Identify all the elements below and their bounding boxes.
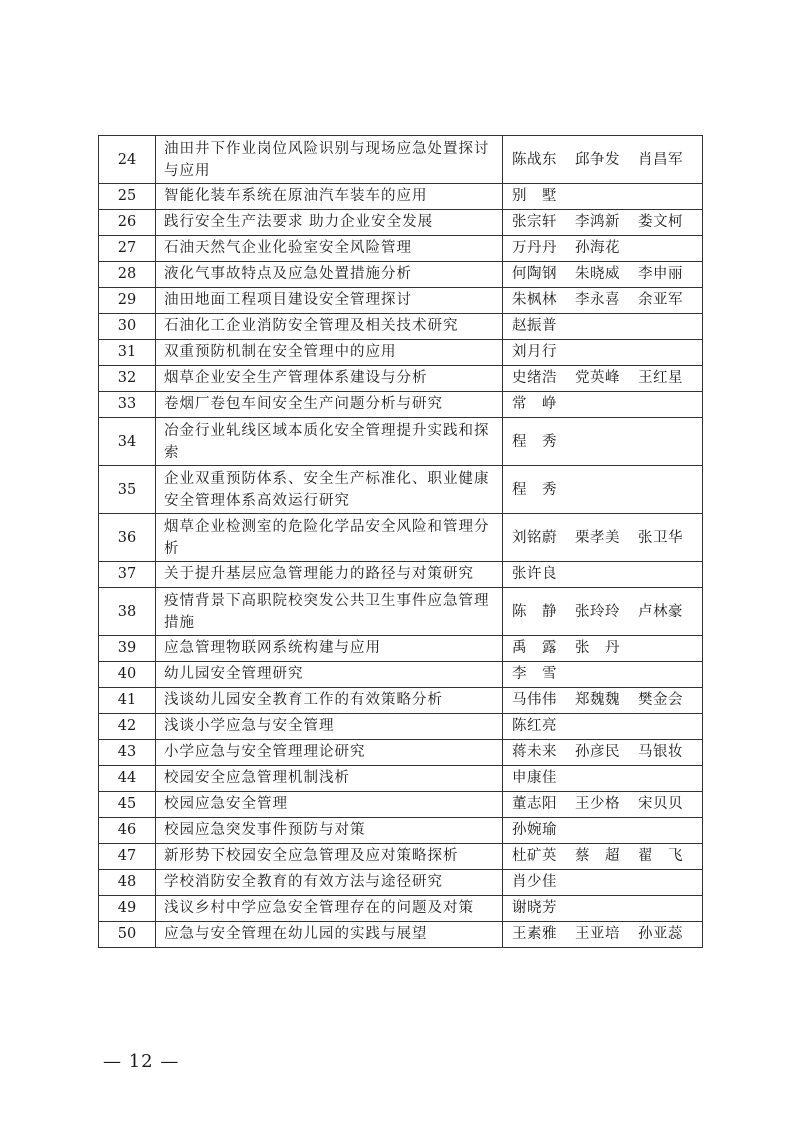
row-number: 41 bbox=[99, 688, 156, 714]
author-name: 赵振普 bbox=[512, 318, 557, 334]
author-name: 陈红亮 bbox=[512, 718, 557, 734]
paper-title: 液化气事故特点及应急处置措施分析 bbox=[156, 262, 503, 288]
paper-title: 卷烟厂卷包车间安全生产问题分析与研究 bbox=[156, 392, 503, 418]
paper-title: 浅谈小学应急与安全管理 bbox=[156, 714, 503, 740]
author-name: 谢晓芳 bbox=[512, 900, 557, 916]
author-name: 孙婉瑜 bbox=[512, 822, 557, 838]
row-number: 36 bbox=[99, 514, 156, 562]
table-row bbox=[99, 262, 703, 288]
author-name: 朱枫林 bbox=[512, 292, 557, 308]
table-row bbox=[99, 922, 703, 948]
author-name: 何陶钢 bbox=[512, 266, 557, 282]
paper-title: 双重预防机制在安全管理中的应用 bbox=[156, 340, 503, 366]
author-name: 陈 静 bbox=[512, 603, 557, 620]
row-number: 25 bbox=[99, 184, 156, 210]
table-row bbox=[99, 766, 703, 792]
table-row bbox=[99, 714, 703, 740]
author-name: 孙海花 bbox=[575, 240, 620, 256]
paper-authors bbox=[503, 288, 703, 314]
table-row bbox=[99, 418, 703, 466]
paper-list-body bbox=[99, 136, 703, 948]
author-name: 蒋未来 bbox=[512, 744, 557, 760]
author-name: 朱晓威 bbox=[575, 266, 620, 282]
author-name: 樊金会 bbox=[638, 692, 683, 708]
author-name: 程 秀 bbox=[512, 433, 557, 450]
row-number: 44 bbox=[99, 766, 156, 792]
author-name: 栗孝美 bbox=[575, 529, 620, 546]
paper-title: 幼儿园安全管理研究 bbox=[156, 662, 503, 688]
paper-authors bbox=[503, 418, 703, 466]
paper-authors bbox=[503, 714, 703, 740]
author-name: 别 墅 bbox=[512, 188, 557, 204]
row-number: 37 bbox=[99, 562, 156, 588]
author-name: 蔡 超 bbox=[575, 848, 620, 864]
author-name: 娄文柯 bbox=[638, 214, 683, 230]
paper-authors bbox=[503, 688, 703, 714]
author-name: 张 丹 bbox=[575, 640, 620, 656]
table-row bbox=[99, 392, 703, 418]
author-name: 万丹丹 bbox=[512, 240, 557, 256]
paper-authors bbox=[503, 766, 703, 792]
table-row bbox=[99, 514, 703, 562]
row-number: 46 bbox=[99, 818, 156, 844]
paper-title: 油田地面工程项目建设安全管理探讨 bbox=[156, 288, 503, 314]
paper-authors bbox=[503, 366, 703, 392]
row-number: 40 bbox=[99, 662, 156, 688]
table-row bbox=[99, 740, 703, 766]
author-name: 董志阳 bbox=[512, 796, 557, 812]
paper-authors bbox=[503, 514, 703, 562]
author-name: 申康佳 bbox=[512, 770, 557, 786]
author-name: 孙彦民 bbox=[575, 744, 620, 760]
paper-title: 油田井下作业岗位风险识别与现场应急处置探讨与应用 bbox=[156, 136, 503, 184]
table-row bbox=[99, 236, 703, 262]
author-name: 程 秀 bbox=[512, 481, 557, 498]
paper-title: 校园应急安全管理 bbox=[156, 792, 503, 818]
paper-title: 学校消防安全教育的有效方法与途径研究 bbox=[156, 870, 503, 896]
page-number: — 12 — bbox=[103, 1051, 180, 1072]
paper-authors bbox=[503, 818, 703, 844]
row-number: 31 bbox=[99, 340, 156, 366]
paper-authors bbox=[503, 210, 703, 236]
row-number: 26 bbox=[99, 210, 156, 236]
paper-title: 新形势下校园安全应急管理及应对策略探析 bbox=[156, 844, 503, 870]
row-number: 42 bbox=[99, 714, 156, 740]
table-row bbox=[99, 588, 703, 636]
paper-authors bbox=[503, 314, 703, 340]
table-row bbox=[99, 818, 703, 844]
author-name: 孙亚蕊 bbox=[638, 926, 683, 942]
table-row bbox=[99, 288, 703, 314]
author-name: 李鸿新 bbox=[575, 214, 620, 230]
paper-authors bbox=[503, 844, 703, 870]
paper-list-table bbox=[98, 135, 703, 948]
row-number: 48 bbox=[99, 870, 156, 896]
paper-authors bbox=[503, 136, 703, 184]
row-number: 49 bbox=[99, 896, 156, 922]
author-name: 王亚培 bbox=[575, 926, 620, 942]
paper-title: 浅议乡村中学应急安全管理存在的问题及对策 bbox=[156, 896, 503, 922]
author-name: 宋贝贝 bbox=[638, 796, 683, 812]
paper-authors bbox=[503, 922, 703, 948]
paper-authors bbox=[503, 792, 703, 818]
row-number: 27 bbox=[99, 236, 156, 262]
table-row bbox=[99, 844, 703, 870]
paper-authors bbox=[503, 870, 703, 896]
paper-authors bbox=[503, 466, 703, 514]
author-name: 翟 飞 bbox=[638, 848, 683, 864]
author-name: 刘铭蔚 bbox=[512, 529, 557, 546]
paper-title: 关于提升基层应急管理能力的路径与对策研究 bbox=[156, 562, 503, 588]
author-name: 马伟伟 bbox=[512, 692, 557, 708]
row-number: 28 bbox=[99, 262, 156, 288]
paper-title: 应急与安全管理在幼儿园的实践与展望 bbox=[156, 922, 503, 948]
table-row bbox=[99, 366, 703, 392]
table-row bbox=[99, 210, 703, 236]
paper-authors bbox=[503, 236, 703, 262]
author-name: 李申丽 bbox=[638, 266, 683, 282]
table-row bbox=[99, 662, 703, 688]
paper-title: 冶金行业轧线区域本质化安全管理提升实践和探索 bbox=[156, 418, 503, 466]
table-row bbox=[99, 314, 703, 340]
table-row bbox=[99, 896, 703, 922]
table-row bbox=[99, 466, 703, 514]
table-row bbox=[99, 688, 703, 714]
author-name: 张玲玲 bbox=[575, 603, 620, 620]
paper-authors bbox=[503, 562, 703, 588]
paper-authors bbox=[503, 262, 703, 288]
paper-title: 企业双重预防体系、安全生产标准化、职业健康安全管理体系高效运行研究 bbox=[156, 466, 503, 514]
author-name: 张宗轩 bbox=[512, 214, 557, 230]
row-number: 45 bbox=[99, 792, 156, 818]
paper-authors bbox=[503, 662, 703, 688]
paper-title: 疫情背景下高职院校突发公共卫生事件应急管理措施 bbox=[156, 588, 503, 636]
author-name: 禹 露 bbox=[512, 640, 557, 656]
paper-authors bbox=[503, 588, 703, 636]
table-row bbox=[99, 184, 703, 210]
row-number: 24 bbox=[99, 136, 156, 184]
table-row bbox=[99, 562, 703, 588]
author-name: 余亚军 bbox=[638, 292, 683, 308]
paper-title: 浅谈幼儿园安全教育工作的有效策略分析 bbox=[156, 688, 503, 714]
table-row bbox=[99, 340, 703, 366]
row-number: 47 bbox=[99, 844, 156, 870]
author-name: 刘月行 bbox=[512, 344, 557, 360]
row-number: 38 bbox=[99, 588, 156, 636]
author-name: 王素雅 bbox=[512, 926, 557, 942]
paper-authors bbox=[503, 896, 703, 922]
author-name: 邱争发 bbox=[575, 151, 620, 168]
row-number: 43 bbox=[99, 740, 156, 766]
paper-authors bbox=[503, 392, 703, 418]
author-name: 肖少佳 bbox=[512, 874, 557, 890]
author-name: 张卫华 bbox=[638, 529, 683, 546]
author-name: 张许良 bbox=[512, 566, 557, 582]
paper-title: 烟草企业检测室的危险化学品安全风险和管理分析 bbox=[156, 514, 503, 562]
paper-title: 石油天然气企业化验室安全风险管理 bbox=[156, 236, 503, 262]
author-name: 常 峥 bbox=[512, 396, 557, 412]
paper-title: 石油化工企业消防安全管理及相关技术研究 bbox=[156, 314, 503, 340]
table-row bbox=[99, 870, 703, 896]
paper-title: 烟草企业安全生产管理体系建设与分析 bbox=[156, 366, 503, 392]
row-number: 34 bbox=[99, 418, 156, 466]
author-name: 马银妆 bbox=[638, 744, 683, 760]
author-name: 卢林豪 bbox=[638, 603, 683, 620]
paper-authors bbox=[503, 184, 703, 210]
row-number: 30 bbox=[99, 314, 156, 340]
row-number: 50 bbox=[99, 922, 156, 948]
author-name: 史绪浩 bbox=[512, 370, 557, 386]
paper-title: 智能化装车系统在原油汽车装车的应用 bbox=[156, 184, 503, 210]
row-number: 39 bbox=[99, 636, 156, 662]
author-name: 王红星 bbox=[638, 370, 683, 386]
author-name: 杜矿英 bbox=[512, 848, 557, 864]
author-name: 党英峰 bbox=[575, 370, 620, 386]
table-row bbox=[99, 636, 703, 662]
table-row bbox=[99, 792, 703, 818]
paper-title: 校园应急突发事件预防与对策 bbox=[156, 818, 503, 844]
paper-authors bbox=[503, 340, 703, 366]
paper-title: 校园安全应急管理机制浅析 bbox=[156, 766, 503, 792]
row-number: 29 bbox=[99, 288, 156, 314]
author-name: 郑魏魏 bbox=[575, 692, 620, 708]
author-name: 陈战东 bbox=[512, 151, 557, 168]
author-name: 王少格 bbox=[575, 796, 620, 812]
author-name: 肖昌军 bbox=[638, 151, 683, 168]
paper-title: 小学应急与安全管理理论研究 bbox=[156, 740, 503, 766]
table-row bbox=[99, 136, 703, 184]
row-number: 32 bbox=[99, 366, 156, 392]
author-name: 李永喜 bbox=[575, 292, 620, 308]
row-number: 33 bbox=[99, 392, 156, 418]
paper-title: 践行安全生产法要求 助力企业安全发展 bbox=[156, 210, 503, 236]
author-name: 李 雪 bbox=[512, 666, 557, 682]
paper-authors bbox=[503, 740, 703, 766]
paper-authors bbox=[503, 636, 703, 662]
row-number: 35 bbox=[99, 466, 156, 514]
paper-title: 应急管理物联网系统构建与应用 bbox=[156, 636, 503, 662]
